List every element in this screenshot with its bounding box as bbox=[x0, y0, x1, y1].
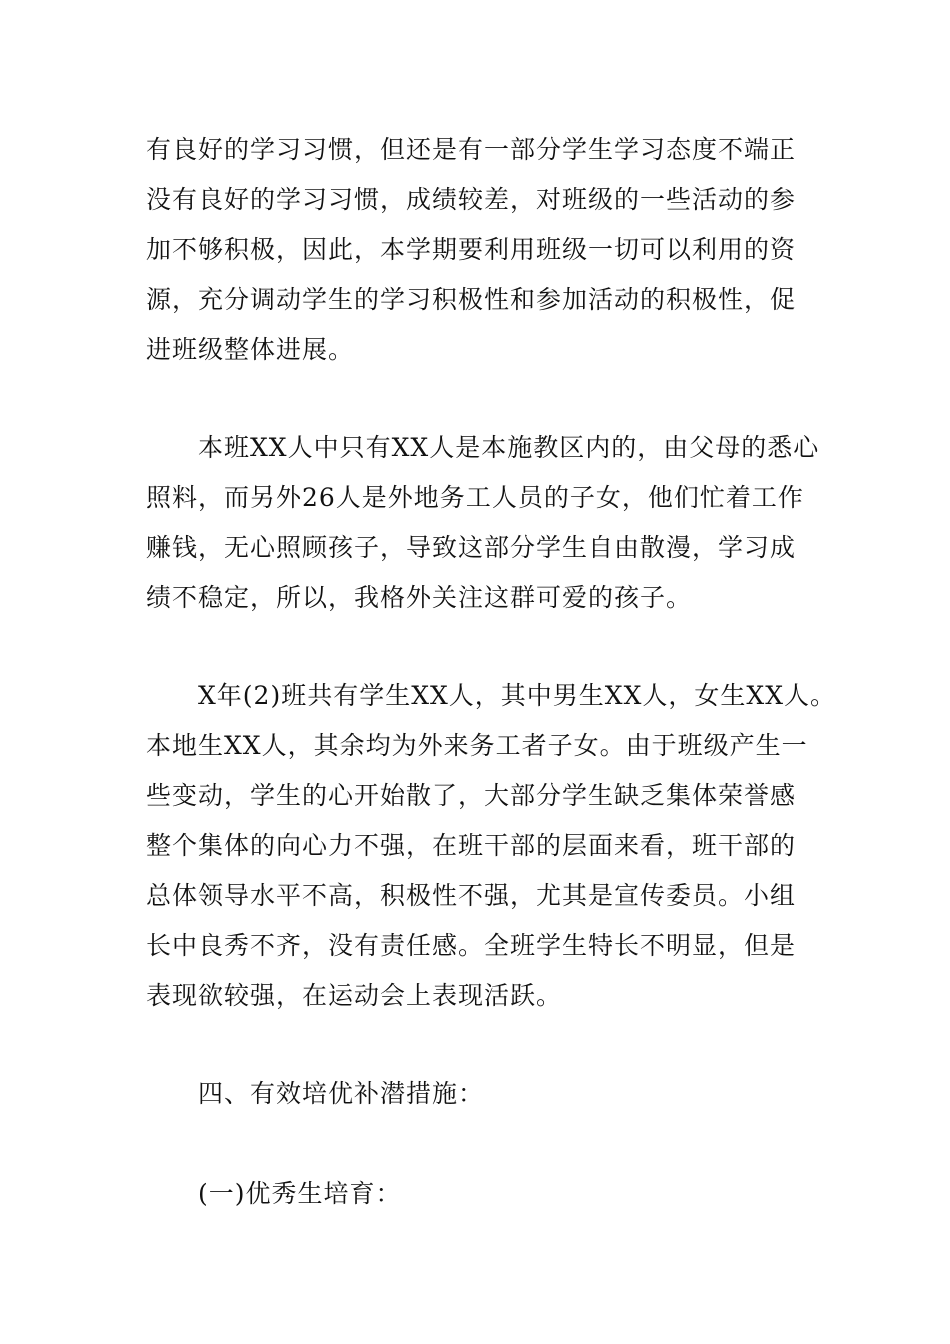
text-line: 有良好的学习习惯，但还是有一部分学生学习态度不端正 bbox=[146, 135, 797, 164]
heading-text: 四、有效培优补潜措施： bbox=[198, 1079, 485, 1108]
text-line: 进班级整体进展。 bbox=[146, 335, 355, 364]
text-line: 绩不稳定，所以，我格外关注这群可爱的孩子。 bbox=[146, 583, 693, 612]
text-line: 加不够积极，因此，本学期要利用班级一切可以利用的资 bbox=[146, 235, 797, 264]
text-line: 本地生XX人，其余均为外来务工者子女。由于班级产生一 bbox=[146, 731, 808, 760]
section-heading bbox=[146, 1069, 826, 1119]
text-line: X年(2)班共有学生XX人，其中男生XX人，女生XX人。 bbox=[198, 681, 836, 710]
paragraph-continuation bbox=[146, 125, 826, 375]
text-line: 些变动，学生的心开始散了，大部分学生缺乏集体荣誉感 bbox=[146, 781, 797, 810]
text-line: 表现欲较强，在运动会上表现活跃。 bbox=[146, 981, 563, 1010]
text-line: 没有良好的学习习惯，成绩较差，对班级的一些活动的参 bbox=[146, 185, 797, 214]
subsection-heading bbox=[146, 1169, 826, 1219]
paragraph-class-background bbox=[146, 423, 826, 623]
text-line: 总体领导水平不高，积极性不强，尤其是宣传委员。小组 bbox=[146, 881, 797, 910]
paragraph-class-analysis bbox=[146, 671, 836, 1021]
text-line: 赚钱，无心照顾孩子，导致这部分学生自由散漫，学习成 bbox=[146, 533, 797, 562]
text-line: 源，充分调动学生的学习积极性和参加活动的积极性，促 bbox=[146, 285, 797, 314]
text-line: 长中良秀不齐，没有责任感。全班学生特长不明显，但是 bbox=[146, 931, 797, 960]
text-line: 本班XX人中只有XX人是本施教区内的，由父母的悉心 bbox=[198, 433, 820, 462]
text-line: 照料，而另外26人是外地务工人员的子女，他们忙着工作 bbox=[146, 483, 804, 512]
subheading-text: (一)优秀生培育： bbox=[198, 1179, 402, 1208]
text-line: 整个集体的向心力不强，在班干部的层面来看，班干部的 bbox=[146, 831, 797, 860]
